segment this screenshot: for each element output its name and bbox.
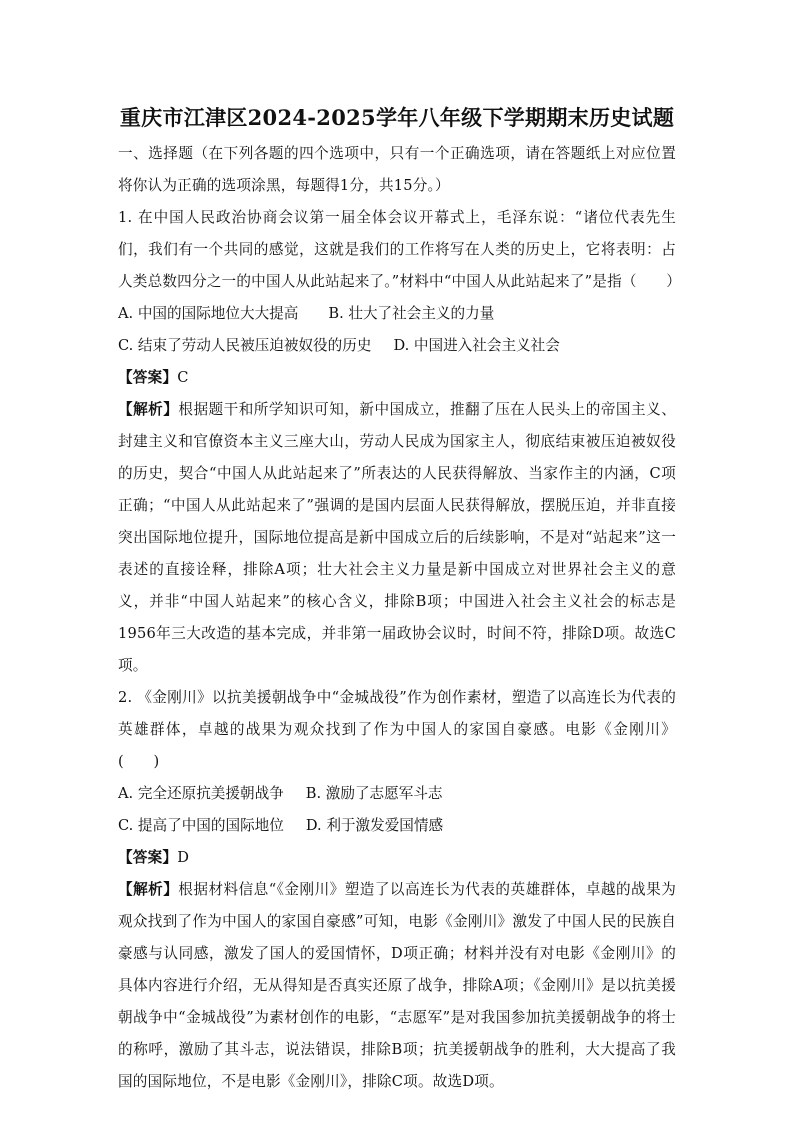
- question-1: [118, 202, 682, 682]
- answer-value: C: [177, 369, 189, 386]
- answer-label: 【答案】: [118, 849, 178, 866]
- option-c: C. 结束了劳动人民被压迫被奴役的历史: [118, 337, 372, 354]
- analysis-text: 根据题干和所学知识可知，新中国成立，推翻了压在人民头上的帝国主义、封建主义和官僚资本主义三座大山，劳动人民成为国家主人，彻底结束被压迫被奴役的历史，契合“中国人从此站起来了”所表达的人民获得解放、当家作主的内涵，C项正确；“中国人从此站起来了”强调的是国内层面人民获得解放，摆脱压迫，并非直接突出国际地位提升，国际地位提高是新中国成立后的后续影响，不是对“站起来”这一表述的直接诠释，排除A项；壮大社会主义力量是新中国成立对世界社会主义的意义，并非“中国人站起来”的核心含义，排除B项；中国进入社会主义社会的标志是1956年三大改造的基本完成，并非第一届政协会议时，时间不符，排除D项。故选C项。: [118, 401, 676, 674]
- analysis-label: 【解析】: [118, 401, 179, 418]
- question-stem: 2. 《金刚川》以抗美援朝战争中“金城战役”作为创作素材，塑造了以高连长为代表的英雄群体，卓越的战果为观众找到了作为中国人的家国自豪感。电影《金刚川》( ): [118, 689, 676, 770]
- document-title: 重庆市江津区2024-2025学年八年级下学期期末历史试题: [119, 105, 675, 130]
- options-row: [118, 778, 676, 810]
- options-row: [118, 298, 676, 330]
- option-c: C. 提高了中国的国际地位: [118, 817, 284, 834]
- answer-line: [118, 362, 676, 394]
- option-a: A. 完全还原抗美援朝战争: [118, 785, 284, 802]
- option-b: B. 激励了志愿军斗志: [305, 785, 443, 802]
- option-d: D. 利于激发爱国情感: [305, 817, 444, 834]
- options-row: [118, 330, 676, 362]
- answer-value: D: [177, 849, 190, 866]
- analysis-label: 【解析】: [118, 881, 179, 898]
- analysis-text: 根据材料信息“《金刚川》塑造了以高连长为代表的英雄群体，卓越的战果为观众找到了作为中国人的家国自豪感”可知，电影《金刚川》激发了中国人民的民族自豪感与认同感，激发了国人的爱国情怀，D项正确；材料并没有对电影《金刚川》的具体内容进行介绍，无从得知是否真实还原了战争，排除A项；《金刚川》是以抗美援朝战争中“金城战役”为素材创作的电影，“志愿军”是对我国参加抗美援朝战争的将士的称呼，激励了其斗志，说法错误，排除B项；抗美援朝战争的胜利，大大提高了我国的国际地位，不是电影《金刚川》，排除C项。故选D项。: [118, 881, 676, 1090]
- analysis-paragraph: [118, 874, 676, 1098]
- option-a: A. 中国的国际地位大大提高: [118, 305, 299, 322]
- answer-line: [118, 842, 676, 874]
- section-heading: 一、选择题（在下列各题的四个选项中，只有一个正确选项，请在答题纸上对应位置将你认为正确的选项涂黑，每题得1分，共15分。）: [118, 145, 676, 194]
- question-stem: 1. 在中国人民政治协商会议第一届全体会议开幕式上，毛泽东说：“诸位代表先生们，我们有一个共同的感觉，这就是我们的工作将写在人类的历史上，它将表明：占人类总数四分之一的中国人从此站起来了。”材料中“中国人从此站起来了”是指（ ）: [118, 209, 682, 290]
- answer-label: 【答案】: [118, 369, 178, 386]
- options-row: [118, 810, 676, 842]
- analysis-paragraph: [118, 394, 676, 682]
- option-b: B. 壮大了社会主义的力量: [328, 305, 495, 322]
- option-d: D. 中国进入社会主义社会: [393, 337, 560, 354]
- question-2: [118, 682, 676, 1098]
